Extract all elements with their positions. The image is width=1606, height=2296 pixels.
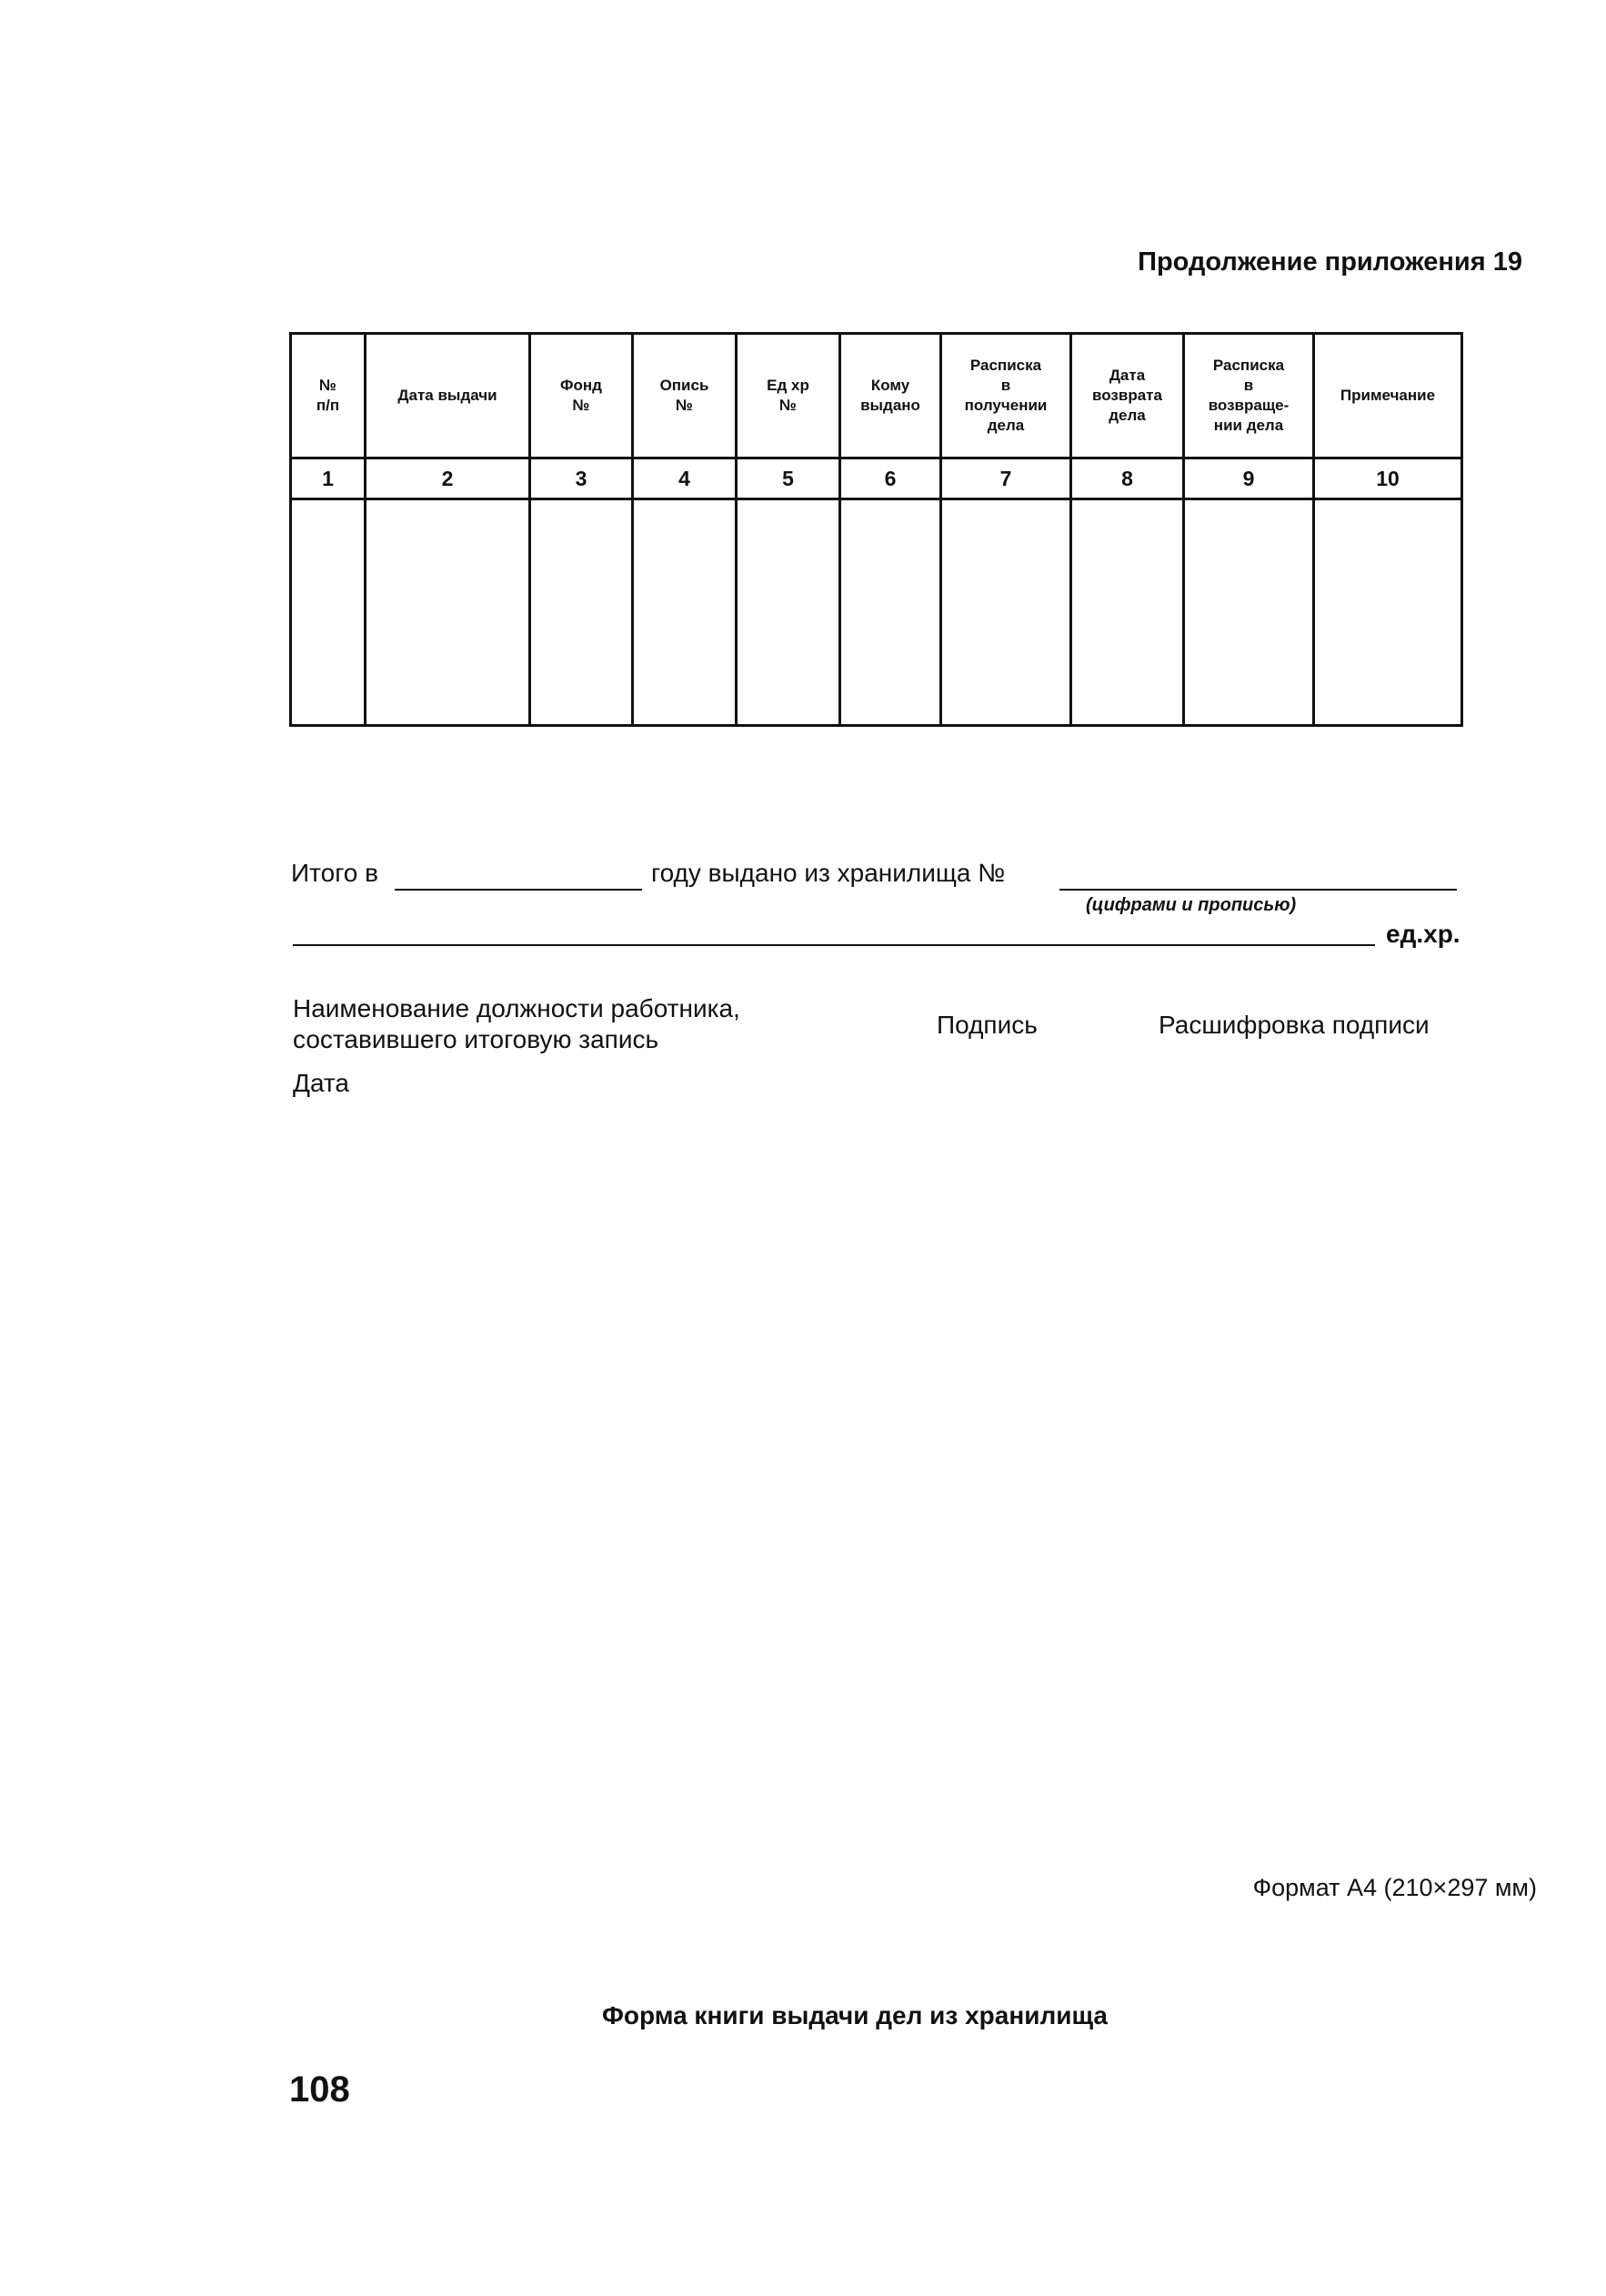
empty-cell[interactable] [1314, 499, 1462, 726]
column-header-line: Опись [659, 377, 709, 394]
column-header [633, 334, 737, 458]
position-title-line: Наименование должности работника, [293, 994, 740, 1022]
column-number: 2 [366, 458, 530, 499]
column-header-line: Расписка [1212, 357, 1285, 374]
empty-cell[interactable] [530, 499, 633, 726]
empty-cell[interactable] [1184, 499, 1314, 726]
signature-decoding-label: Расшифровка подписи [1159, 1011, 1430, 1039]
column-number: 8 [1071, 458, 1184, 499]
issue-ledger-table [289, 332, 1463, 727]
storage-number-blank-line[interactable] [1059, 889, 1457, 891]
column-number: 6 [840, 458, 941, 499]
column-number: 1 [291, 458, 366, 499]
position-title-line: составившего итоговую запись [293, 1025, 659, 1053]
column-header-line: № [319, 377, 336, 394]
column-number: 10 [1314, 458, 1462, 499]
date-label: Дата [293, 1069, 350, 1097]
column-header [291, 334, 366, 458]
empty-cell[interactable] [941, 499, 1071, 726]
empty-cell[interactable] [840, 499, 941, 726]
units-label: ед.хр. [1386, 920, 1460, 948]
column-header [1184, 334, 1314, 458]
column-number: 4 [633, 458, 737, 499]
paper-format-note: Формат А4 (210×297 мм) [1252, 1874, 1537, 1901]
column-header-line: Дата выдачи [397, 387, 497, 404]
column-header [1314, 334, 1462, 458]
column-number: 3 [530, 458, 633, 499]
column-header-line: получении [964, 397, 1048, 414]
column-header-line: возврата [1092, 387, 1162, 404]
column-header [737, 334, 840, 458]
empty-cell[interactable] [366, 499, 530, 726]
column-header-line: нии дела [1213, 417, 1284, 434]
column-header [840, 334, 941, 458]
total-prefix-label: Итого в [291, 859, 379, 887]
column-header-line: дела [987, 417, 1025, 434]
form-title: Форма книги выдачи дел из хранилища [602, 2001, 1108, 2029]
appendix-continuation-header: Продолжение приложения 19 [1138, 247, 1522, 277]
column-header-line: в [1000, 377, 1011, 394]
empty-cell[interactable] [1071, 499, 1184, 726]
column-header [1071, 334, 1184, 458]
column-number-row [291, 458, 1462, 499]
column-header [366, 334, 530, 458]
column-number: 5 [737, 458, 840, 499]
year-blank-line[interactable] [395, 889, 642, 891]
column-header-line: в [1243, 377, 1254, 394]
units-blank-line[interactable] [293, 944, 1375, 946]
column-header-line: выдано [860, 397, 920, 414]
column-header-line: № [572, 397, 590, 414]
column-header-line: № [779, 397, 797, 414]
issued-text-label: году выдано из хранилища № [651, 859, 1006, 887]
column-header-line: Фонд [560, 377, 602, 394]
numerals-hint-caption: (цифрами и прописью) [1086, 895, 1297, 915]
table-header-row [291, 334, 1462, 458]
page-number: 108 [289, 2069, 350, 2110]
column-header [941, 334, 1071, 458]
column-header-line: Примечание [1340, 387, 1436, 404]
empty-cell[interactable] [291, 499, 366, 726]
position-title-label [293, 993, 740, 1055]
column-header-line: Расписка [969, 357, 1042, 374]
column-header-line: дела [1109, 407, 1146, 424]
column-number: 7 [941, 458, 1071, 499]
column-header-line: Ед хр [767, 377, 809, 394]
column-header-line: возвраще- [1208, 397, 1290, 414]
column-header [530, 334, 633, 458]
column-header-line: № [676, 397, 693, 414]
column-number: 9 [1184, 458, 1314, 499]
empty-entry-row [291, 499, 1462, 726]
signature-label: Подпись [937, 1011, 1038, 1039]
column-header-line: Дата [1109, 367, 1146, 384]
empty-cell[interactable] [737, 499, 840, 726]
column-header-line: п/п [316, 397, 340, 414]
empty-cell[interactable] [633, 499, 737, 726]
column-header-line: Кому [870, 377, 910, 394]
